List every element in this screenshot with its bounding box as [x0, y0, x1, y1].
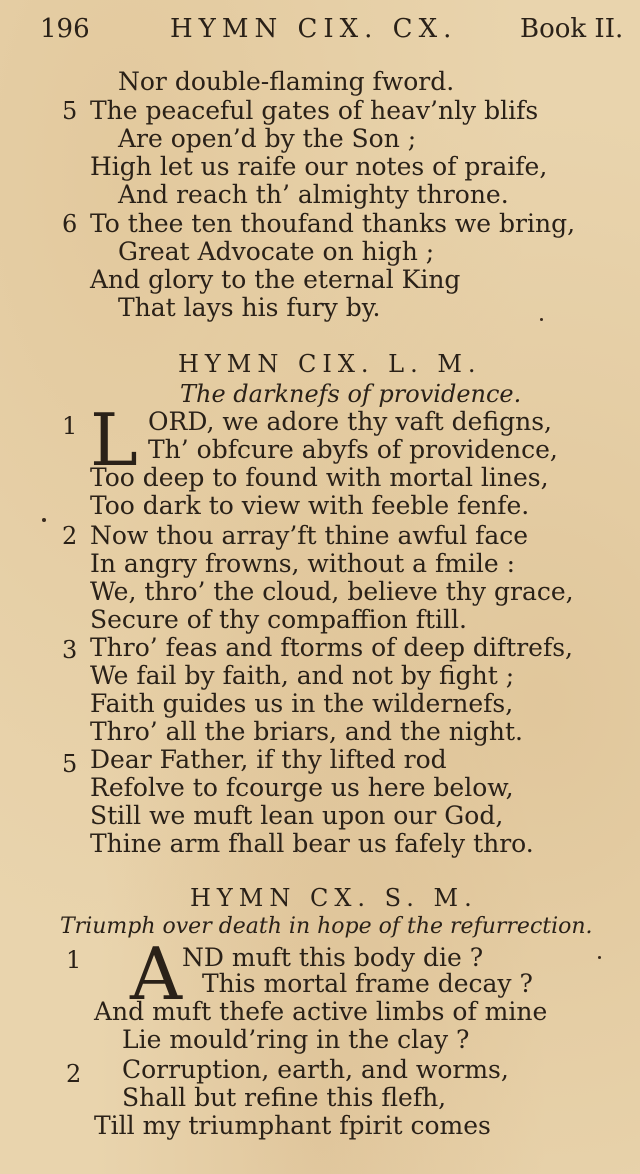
verse-line: Th’ obfcure abyfs of providence, — [148, 435, 558, 464]
verse-line: Dear Father, if thy lifted rod — [90, 745, 447, 774]
verse-line: And muft thefe active limbs of mine — [94, 997, 548, 1026]
verse-line: This mortal frame decay ? — [202, 969, 533, 998]
verse-line: That lays his fury by. — [118, 293, 381, 322]
verse-line: And reach th’ almighty throne. — [118, 180, 509, 209]
verse-line: Now thou array’ft thine awful face — [90, 521, 529, 550]
verse-line: And glory to the eternal King — [90, 265, 461, 294]
drop-capital: L — [90, 398, 138, 482]
verse-line: Till my triumphant fpirit comes — [94, 1111, 491, 1140]
hymn-heading: HYMN CIX. L. M. — [178, 350, 482, 378]
paper-speck — [540, 318, 543, 321]
verse-line: Too dark to view with feeble fenfe. — [90, 491, 530, 520]
page-number: 196 — [40, 14, 90, 44]
verse-line: We, thro’ the cloud, believe thy grace, — [90, 577, 574, 606]
running-header — [40, 14, 640, 54]
hymn-heading: HYMN CX. S. M. — [190, 884, 478, 912]
stanza-number: 6 — [62, 210, 78, 238]
verse-line: Nor double-flaming fword. — [118, 67, 455, 96]
hymn-subtitle: The darknefs of providence. — [180, 380, 522, 408]
verse-line: ORD, we adore thy vaft defigns, — [148, 407, 553, 436]
stanza-number: 2 — [62, 522, 78, 550]
verse-line: To thee ten thoufand thanks we bring, — [90, 209, 576, 238]
verse-line: Still we muft lean upon our God, — [90, 801, 504, 830]
verse-line: Thro’ feas and ftorms of deep diftrefs, — [90, 633, 574, 662]
stanza-number: 1 — [66, 946, 82, 974]
stanza-number: 5 — [62, 750, 78, 778]
verse-line: Faith guides us in the wildernefs, — [90, 689, 514, 718]
stanza-number: 1 — [62, 412, 78, 440]
verse-line: Too deep to found with mortal lines, — [90, 463, 549, 492]
stanza-number: 3 — [62, 636, 78, 664]
header-book: Book II. — [520, 14, 624, 44]
verse-line: The peaceful gates of heav’nly blifs — [90, 96, 539, 125]
verse-line: Are open’d by the Son ; — [118, 124, 417, 153]
verse-line: High let us raife our notes of praife, — [90, 152, 548, 181]
stanza-number: 5 — [62, 97, 78, 125]
header-title: HYMN CIX. CX. — [170, 14, 458, 44]
verse-line: Lie mould’ring in the clay ? — [122, 1025, 470, 1054]
verse-line: Thro’ all the briars, and the night. — [90, 717, 523, 746]
paper-speck — [42, 518, 46, 522]
verse-line: Thine arm fhall bear us fafely thro. — [90, 829, 534, 858]
verse-line: Secure of thy compaffion ftill. — [90, 605, 467, 634]
drop-capital: A — [130, 932, 182, 1016]
paper-speck — [598, 956, 601, 959]
verse-line: We fail by faith, and not by fight ; — [90, 661, 515, 690]
hymn-subtitle: Triumph over death in hope of the refurrection. — [60, 914, 593, 939]
verse-line: Shall but refine this flefh, — [122, 1083, 447, 1112]
verse-line: In angry frowns, without a fmile : — [90, 549, 516, 578]
verse-line: Refolve to fcourge us here below, — [90, 773, 514, 802]
verse-line: Great Advocate on high ; — [118, 237, 435, 266]
verse-line: Corruption, earth, and worms, — [122, 1055, 509, 1084]
stanza-number: 2 — [66, 1060, 82, 1088]
verse-line: ND muft this body die ? — [182, 943, 484, 972]
